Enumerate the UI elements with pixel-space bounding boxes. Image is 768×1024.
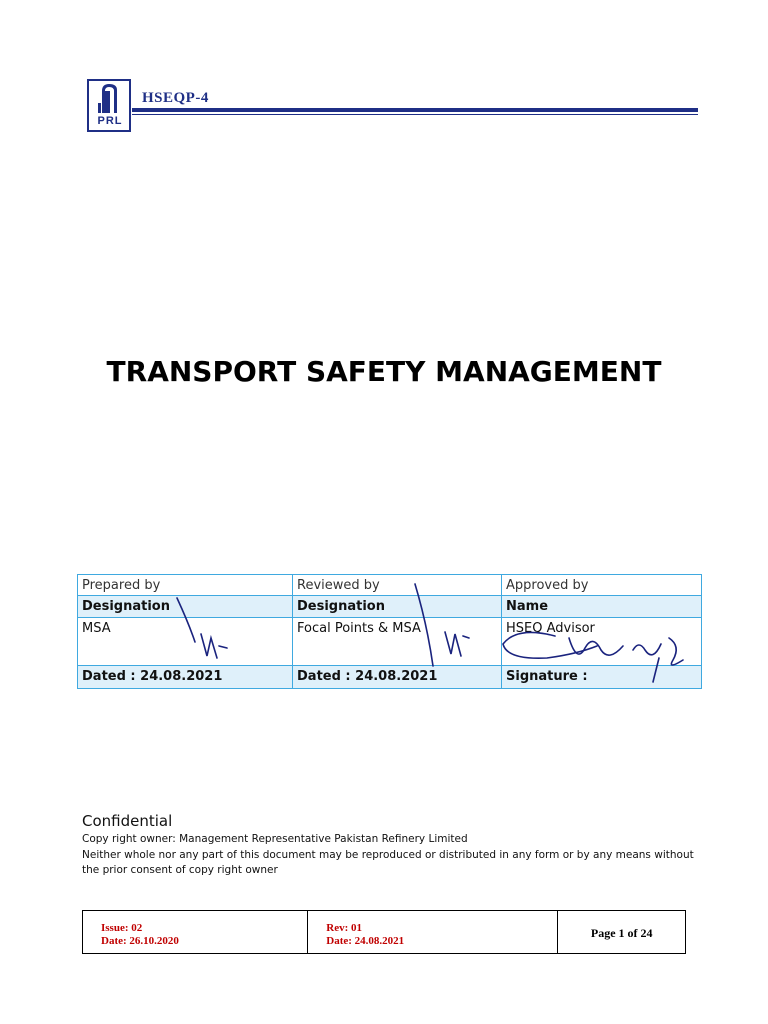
page-number: Page 1 of 24	[590, 926, 653, 940]
prepared-by-label: Designation	[78, 596, 293, 617]
prepared-by-heading: Prepared by	[78, 575, 293, 596]
header-rule	[132, 108, 698, 112]
prepared-date: Dated : 24.08.2021	[78, 665, 293, 688]
approval-value-row	[78, 617, 702, 665]
refinery-tower-icon	[89, 81, 129, 115]
confidential-heading: Confidential	[82, 812, 173, 830]
reviewed-by-value: Focal Points & MSA	[293, 617, 502, 665]
prepared-by-value: MSA	[78, 617, 293, 665]
approval-heading-row	[78, 575, 702, 596]
revision-number: Rev: 01	[326, 922, 362, 934]
reviewed-date: Dated : 24.08.2021	[293, 665, 502, 688]
document-control-footer	[82, 910, 686, 954]
approved-by-value: HSEQ Advisor	[502, 617, 702, 665]
approval-label-row	[78, 596, 702, 617]
issue-date: Date: 26.10.2020	[101, 935, 179, 947]
confidential-line-3: the prior consent of copy right owner	[82, 864, 278, 876]
approved-by-heading: Approved by	[502, 575, 702, 596]
prl-logo	[87, 79, 131, 132]
confidential-line-1: Copy right owner: Management Representative Pakistan Refinery Limited	[82, 833, 468, 845]
approval-footer-row	[78, 665, 702, 688]
reviewed-by-label: Designation	[293, 596, 502, 617]
header-rule-thin	[132, 114, 698, 115]
document-title: TRANSPORT SAFETY MANAGEMENT	[106, 355, 662, 388]
reviewed-by-heading: Reviewed by	[293, 575, 502, 596]
issue-cell	[83, 911, 308, 953]
issue-number: Issue: 02	[101, 922, 143, 934]
approved-signature-label: Signature :	[502, 665, 702, 688]
approval-table	[77, 574, 702, 689]
revision-date: Date: 24.08.2021	[326, 935, 405, 947]
document-code: HSEQP-4	[142, 90, 209, 106]
page-cell	[558, 911, 685, 953]
confidential-line-2: Neither whole nor any part of this document may be reproduced or distributed in any form or by any means without	[82, 849, 694, 861]
revision-cell	[308, 911, 558, 953]
logo-text: PRL	[97, 115, 123, 127]
approved-by-label: Name	[502, 596, 702, 617]
